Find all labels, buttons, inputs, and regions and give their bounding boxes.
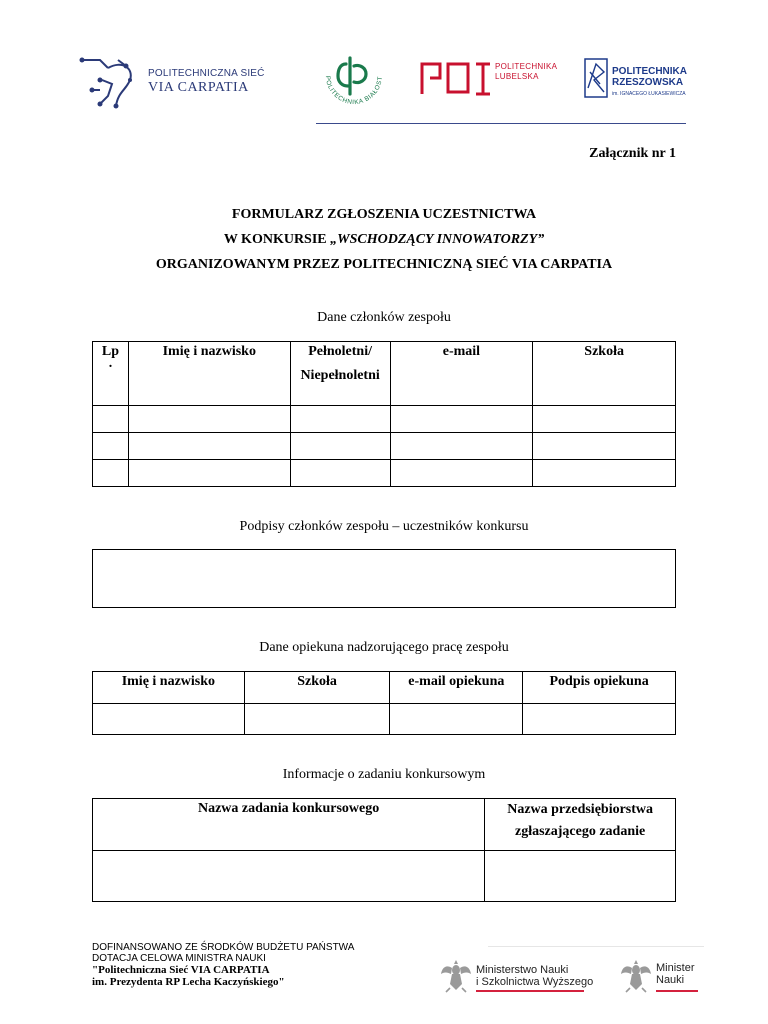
ministry-logo: [440, 958, 610, 996]
cell-adult[interactable]: [290, 433, 390, 460]
header-lp: [93, 342, 129, 406]
ministry-accent-bar: [476, 990, 584, 992]
cell-school[interactable]: [533, 406, 676, 433]
supervisor-table: [92, 671, 676, 735]
minister-text: [656, 962, 695, 986]
cell-school[interactable]: [533, 460, 676, 487]
footer-divider: [488, 946, 704, 947]
cell-email[interactable]: [390, 433, 533, 460]
cell-supervisor-name[interactable]: [93, 704, 245, 735]
annex-label: Załącznik nr 1: [589, 146, 676, 161]
supervisor-header-row: [93, 672, 676, 704]
minister-accent-bar: [656, 990, 698, 992]
politechnika-bialostocka-logo: [316, 50, 392, 122]
via-carpatia-logo: [78, 50, 268, 112]
via-carpatia-small-text: POLITECHNICZNA SIEĆ: [148, 68, 265, 79]
cell-company[interactable]: [485, 851, 676, 902]
form-title: [0, 202, 768, 277]
pb-emblem-icon: [316, 50, 392, 122]
pr-emblem-icon: [584, 58, 608, 98]
polish-eagle-icon: [620, 958, 652, 994]
pr-text-line2: RZESZOWSKA: [612, 77, 684, 88]
header-email-text: e-mail: [442, 344, 481, 359]
header-supervisor-school: [244, 672, 390, 704]
pb-ring-text: POLITECHNIKA BIAŁOST: [323, 75, 385, 107]
cell-name[interactable]: [128, 433, 290, 460]
pl-text-line2: LUBELSKA: [495, 72, 539, 81]
cell-email[interactable]: [390, 406, 533, 433]
cell-name[interactable]: [128, 460, 290, 487]
title-line2: [0, 227, 768, 252]
cell-lp[interactable]: [93, 406, 129, 433]
header-supervisor-email-text: e-mail opiekuna: [408, 674, 505, 689]
pl-text-line1: POLITECHNIKA: [495, 62, 558, 71]
header-lp-bottom: .: [108, 356, 113, 371]
polish-eagle-icon: [440, 958, 472, 994]
members-caption: Dane członków zespołu: [317, 310, 451, 325]
header-school-text: Szkoła: [584, 344, 624, 359]
header-company-line1: Nazwa przedsiębiorstwa: [507, 802, 654, 817]
table-row: [93, 851, 676, 902]
ministry-text: [476, 964, 593, 988]
header-company: [485, 799, 676, 851]
ministry-line2: i Szkolnictwa Wyższego: [476, 976, 594, 988]
ministry-line1: Ministerstwo Nauki: [476, 964, 569, 976]
header-name-text: Imię i nazwisko: [162, 344, 256, 359]
members-table: [92, 341, 676, 487]
table-row: [93, 704, 676, 735]
pl-text: [495, 62, 557, 82]
cell-email[interactable]: [390, 460, 533, 487]
header-company-line2: zgłaszającego zadanie: [514, 824, 646, 839]
minister-line1: Minister: [656, 962, 695, 974]
task-table: [92, 798, 676, 902]
funding-note: [92, 942, 354, 988]
header-divider: [316, 123, 686, 124]
minister-line2: Nauki: [656, 974, 685, 986]
funding-line2: DOTACJA CELOWA MINISTRA NAUKI: [92, 953, 266, 964]
title-line2-prefix: W KONKURSIE: [223, 232, 331, 247]
cell-school[interactable]: [533, 433, 676, 460]
header-supervisor-signature-text: Podpis opiekuna: [549, 674, 649, 689]
cell-supervisor-school[interactable]: [244, 704, 390, 735]
cell-supervisor-email[interactable]: [390, 704, 523, 735]
header-task-name-text: Nazwa zadania konkursowego: [197, 801, 380, 816]
header-supervisor-signature: [523, 672, 676, 704]
pl-emblem-icon: [420, 58, 492, 98]
cell-adult[interactable]: [290, 460, 390, 487]
supervisor-caption: Dane opiekuna nadzorującego pracę zespołu: [259, 640, 509, 655]
header-name: [128, 342, 290, 406]
pr-text: [612, 66, 687, 88]
cell-adult[interactable]: [290, 406, 390, 433]
header-school: [533, 342, 676, 406]
signatures-caption: Podpisy członków zespołu – uczestników konkursu: [239, 519, 529, 534]
via-carpatia-big-text: VIA CARPATIA: [148, 80, 249, 95]
table-row: [93, 433, 676, 460]
header-adult-top: Pełnoletni/: [308, 344, 372, 359]
header-supervisor-name: [93, 672, 245, 704]
cell-name[interactable]: [128, 406, 290, 433]
table-row: [93, 406, 676, 433]
task-header-row: [93, 799, 676, 851]
cell-supervisor-signature[interactable]: [523, 704, 676, 735]
pr-text-line1: POLITECHNIKA: [612, 66, 687, 77]
title-line1: FORMULARZ ZGŁOSZENIA UCZESTNICTWA: [231, 207, 537, 222]
header-email: [390, 342, 533, 406]
header-adult-bottom: Niepełnoletni: [300, 368, 380, 383]
table-row: [93, 460, 676, 487]
signatures-box[interactable]: [92, 549, 676, 608]
header-supervisor-school-text: Szkoła: [297, 674, 337, 689]
header-adult: [290, 342, 390, 406]
funding-line3: "Politechniczna Sieć VIA CARPATIA: [92, 964, 270, 976]
header-lp-top: Lp: [101, 344, 120, 359]
members-header-row: [93, 342, 676, 406]
funding-line1: DOFINANSOWANO ZE ŚRODKÓW BUDŻETU PAŃSTWA: [92, 942, 355, 953]
cell-lp[interactable]: [93, 460, 129, 487]
title-line3: ORGANIZOWANYM PRZEZ POLITECHNICZNĄ SIEĆ VIA CARPATIA: [155, 257, 613, 272]
politechnika-lubelska-logo: [420, 58, 558, 102]
header-supervisor-email: [390, 672, 523, 704]
via-carpatia-emblem-icon: [78, 50, 148, 112]
header-task-name: [93, 799, 485, 851]
competition-name: „WSCHODZĄCY INNOWATORZY”: [330, 232, 545, 247]
funding-line4: im. Prezydenta RP Lecha Kaczyńskiego": [92, 976, 285, 988]
header-supervisor-name-text: Imię i nazwisko: [121, 674, 216, 689]
politechnika-rzeszowska-logo: [584, 58, 694, 102]
minister-logo: [620, 958, 710, 996]
task-caption: Informacje o zadaniu konkursowym: [282, 767, 486, 782]
cell-task-name[interactable]: [93, 851, 485, 902]
pr-subtitle: im. IGNACEGO ŁUKASIEWICZA: [612, 91, 686, 97]
cell-lp[interactable]: [93, 433, 129, 460]
